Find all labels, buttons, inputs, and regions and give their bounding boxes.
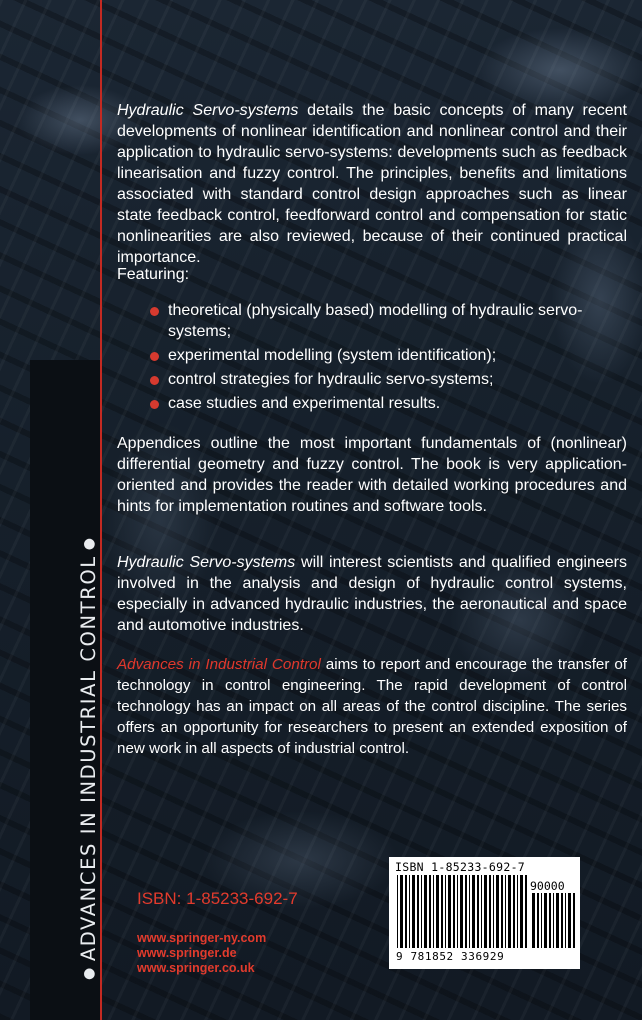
barcode-bar xyxy=(532,893,535,948)
url-link[interactable]: www.springer.de xyxy=(137,946,237,960)
barcode-bar xyxy=(405,875,407,948)
list-item xyxy=(150,369,620,390)
barcode-bar xyxy=(573,893,575,948)
barcode-bar xyxy=(553,893,554,948)
series-name: Advances in Industrial Control xyxy=(117,656,321,673)
list-item-text: theoretical (physically based) modelling of hydraulic servo-systems; xyxy=(168,302,583,340)
barcode-bar xyxy=(465,875,467,948)
barcode-bar xyxy=(421,875,422,948)
red-bullet-icon xyxy=(150,400,159,409)
barcode-bar xyxy=(429,875,431,948)
barcode-bar xyxy=(513,875,515,948)
publisher-urls xyxy=(137,931,266,976)
barcode-bar xyxy=(556,893,559,948)
featuring-label: Featuring: xyxy=(117,266,190,283)
red-bullet-icon xyxy=(150,352,159,361)
barcode-bar xyxy=(517,875,518,948)
red-bullet-icon xyxy=(150,376,159,385)
barcode-bar xyxy=(433,875,434,948)
barcode-bar xyxy=(445,875,446,948)
url-link[interactable]: www.springer.co.uk xyxy=(137,961,255,975)
barcode-isbn-label: ISBN 1-85233-692-7 xyxy=(395,860,526,874)
barcode-bar xyxy=(457,875,458,948)
barcode-bar xyxy=(397,875,398,948)
barcode-bar xyxy=(541,893,542,948)
barcode-bar xyxy=(484,875,487,948)
barcode-bar xyxy=(549,893,551,948)
barcode-bar xyxy=(472,875,475,948)
barcode-bar xyxy=(496,875,499,948)
series-text: aims to report and encourage the transfer of technology in control engineering. The rapid development of control technology has an impact on all areas of the control discipline. The series offers an opportunity for researchers to present an extended exposition of new work in all aspects of industrial control. xyxy=(117,656,627,757)
barcode-bar xyxy=(565,893,566,948)
list-item-text: case studies and experimental results. xyxy=(168,395,441,412)
barcode-bar xyxy=(489,875,491,948)
barcode-bar xyxy=(469,875,470,948)
barcode-bar xyxy=(424,875,427,948)
barcode-bar xyxy=(441,875,443,948)
barcode-bar xyxy=(417,875,419,948)
isbn-text: ISBN: 1-85233-692-7 xyxy=(137,889,298,908)
barcode-bar xyxy=(412,875,415,948)
barcode-bar xyxy=(508,875,511,948)
barcode-bars xyxy=(396,875,528,948)
barcode-bar xyxy=(544,893,547,948)
red-bullet-icon xyxy=(150,307,159,316)
barcode-bar xyxy=(400,875,403,948)
barcode-bar xyxy=(481,875,482,948)
barcode-bar xyxy=(453,875,455,948)
appendices-paragraph: Appendices outline the most important fundamentals of (nonlinear) differential geometry and fuzzy control. The book is very application-oriented and provides the reader with detailed working procedures and hints for implementation routines and software tools. xyxy=(117,435,627,515)
barcode-bar xyxy=(436,875,439,948)
bullet-dot-icon: ● xyxy=(81,536,97,551)
barcode-bar xyxy=(501,875,503,948)
list-item-text: experimental modelling (system identification); xyxy=(168,347,497,364)
barcode-bar xyxy=(568,893,571,948)
feature-list xyxy=(150,300,620,416)
series-title-text: ADVANCES IN INDUSTRIAL CONTROL xyxy=(77,555,100,962)
red-divider-line xyxy=(100,0,102,1020)
series-paragraph xyxy=(117,654,627,759)
list-item-text: control strategies for hydraulic servo-systems; xyxy=(168,371,494,388)
barcode-bar xyxy=(505,875,506,948)
description-text: details the basic concepts of many recent developments of nonlinear identification and nonlinear control and their application to hydraulic servo-systems: developments such as feedback linearisation and fuzzy control. The principles, benefits and limitations associated with standard control design approaches such as linear state feedback control, feedforward control and compensation for static nonlinearities are also reviewed, because of their continued practical importance. xyxy=(117,102,627,266)
barcode-bar xyxy=(477,875,479,948)
barcode-bar xyxy=(525,875,527,948)
barcode-bar xyxy=(537,893,539,948)
barcode-bar xyxy=(409,875,410,948)
barcode-price-code: 90000 xyxy=(530,879,565,893)
list-item xyxy=(150,393,620,414)
url-link[interactable]: www.springer-ny.com xyxy=(137,931,267,945)
barcode-ean-number: 9 781852 336929 xyxy=(396,950,505,963)
barcode-bar xyxy=(561,893,563,948)
list-item xyxy=(150,345,620,366)
description-paragraph xyxy=(117,100,627,268)
barcode-bar xyxy=(460,875,463,948)
barcode-bar xyxy=(520,875,523,948)
barcode-box xyxy=(389,857,580,969)
series-title-vertical xyxy=(77,385,100,985)
barcode-bar xyxy=(448,875,451,948)
audience-text: will interest scientists and qualified engineers involved in the analysis and design of hydraulic control systems, especially in advanced hydraulic industries, the aeronautical and space and automotive industries. xyxy=(117,554,627,634)
barcode-addon-bars xyxy=(531,893,575,948)
book-title-italic: Hydraulic Servo-systems xyxy=(117,102,299,119)
barcode-bar xyxy=(493,875,494,948)
list-item xyxy=(150,300,620,342)
book-title-italic: Hydraulic Servo-systems xyxy=(117,554,296,571)
audience-paragraph xyxy=(117,552,627,636)
bullet-dot-icon: ● xyxy=(81,966,97,980)
